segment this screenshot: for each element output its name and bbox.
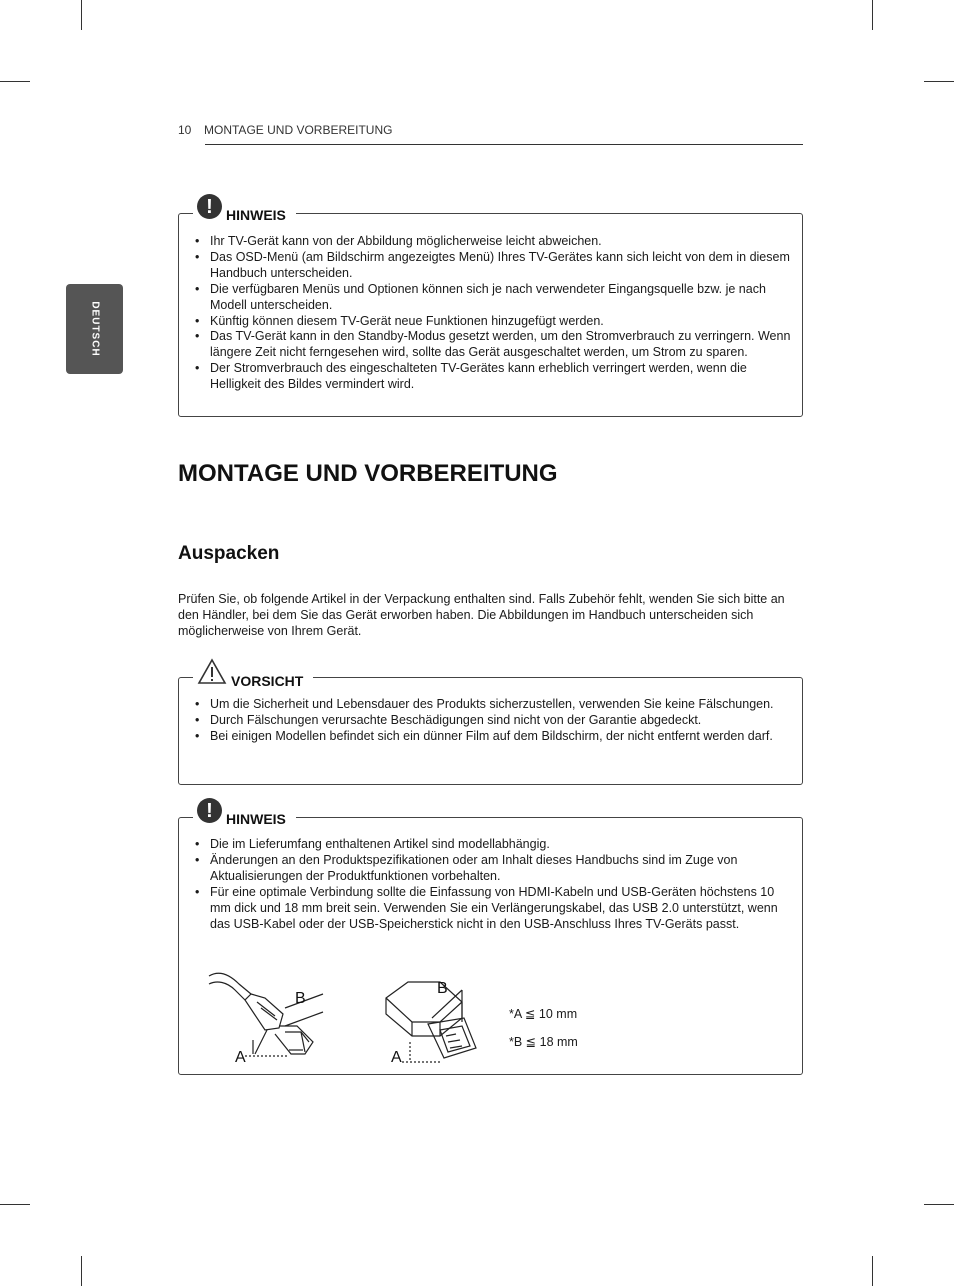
spec-dimension-a: *A ≦ 10 mm (509, 1007, 578, 1021)
section-title: Auspacken (178, 543, 280, 564)
caution-box-label (193, 658, 313, 689)
page-title: MONTAGE UND VORBEREITUNG (178, 460, 558, 487)
crop-mark (0, 81, 30, 82)
warning-triangle-icon (197, 658, 227, 685)
list-item: • Ihr TV-Gerät kann von der Abbildung möglicherweise leicht abweichen. (179, 234, 802, 250)
note-box-2-label (193, 798, 296, 827)
spec-dimension-b: *B ≦ 18 mm (509, 1035, 578, 1049)
crop-mark (0, 1204, 30, 1205)
usb-dimension-a-label: A (391, 1049, 402, 1066)
usb-dimension-b-label: B (437, 980, 448, 997)
crop-mark (872, 1256, 873, 1286)
list-item: • Durch Fälschungen verursachte Beschädigungen sind nicht von der Garantie abgedeckt. (179, 713, 802, 729)
header-rule (205, 144, 803, 145)
note-box-1 (178, 195, 803, 417)
list-item: • Der Stromverbrauch des eingeschalteten TV-Gerätes kann erheblich verringert werden, wenn die Helligkeit des Bildes vermindert wird. (179, 361, 802, 393)
language-tab (66, 284, 123, 374)
list-item: • Die verfügbaren Menüs und Optionen können sich je nach verwendeter Eingangsquelle bzw. je nach Modell unterscheiden. (179, 282, 802, 314)
exclamation-icon: ! (197, 798, 222, 823)
running-header (178, 123, 803, 137)
caution-box (178, 673, 803, 785)
note-box-2 (178, 799, 803, 1075)
note-box-2-list (179, 837, 802, 932)
crop-mark (81, 1256, 82, 1286)
list-item: • Für eine optimale Verbindung sollte die Einfassung von HDMI-Kabeln und USB-Geräten höchstens 10 mm dick und 18 mm breit sein. Verwenden Sie ein Verlängerungskabel, das USB 2.0 unterstützt, wenn das USB-Kabel oder der USB-Speicherstick nicht in den USB-Anschluss Ihres TV-Geräts passt. (179, 885, 802, 933)
list-item: • Künftig können diesem TV-Gerät neue Funktionen hinzugefügt werden. (179, 314, 802, 330)
intro-paragraph: Prüfen Sie, ob folgende Artikel in der Verpackung enthalten sind. Falls Zubehör fehlt, wenden Sie sich bitte an den Händler, bei dem Sie das Gerät erworben haben. Die Abbildungen im Handbuch unterscheiden sich möglicherweise von Ihrem Gerät. (178, 592, 785, 638)
crop-mark (872, 0, 873, 30)
page-number: 10 (178, 123, 192, 137)
list-item: • Bei einigen Modellen befindet sich ein dünner Film auf dem Bildschirm, der nicht entfernt werden darf. (179, 729, 802, 745)
list-item: • Das OSD-Menü (am Bildschirm angezeigtes Menü) Ihres TV-Gerätes kann sich leicht von dem in diesem Handbuch unterscheiden. (179, 250, 802, 282)
running-header-section: MONTAGE UND VORBEREITUNG (204, 123, 393, 137)
list-item: • Änderungen an den Produktspezifikationen oder am Inhalt dieses Handbuchs sind im Zuge von Aktualisierungen der Produktfunktionen vorbehalten. (179, 853, 802, 885)
hdmi-plug-illustration (205, 968, 345, 1068)
caution-box-title: VORSICHT (231, 673, 304, 689)
list-item: • Das TV-Gerät kann in den Standby-Modus gesetzt werden, um den Stromverbrauch zu verringern. Wenn längere Zeit nicht ferngesehen wird, sollte das Gerät ausgeschaltet werden, um Strom zu sparen. (179, 329, 802, 361)
note-box-1-title: HINWEIS (226, 207, 286, 223)
list-item: • Um die Sicherheit und Lebensdauer des Produkts sicherzustellen, verwenden Sie keine Fälschungen. (179, 697, 802, 713)
note-box-2-title: HINWEIS (226, 811, 286, 827)
hdmi-dimension-b-label: B (295, 990, 306, 1007)
list-item: • Die im Lieferumfang enthaltenen Artikel sind modellabhängig. (179, 837, 802, 853)
note-box-1-label (193, 194, 296, 223)
crop-mark (81, 0, 82, 30)
language-tab-label: DEUTSCH (89, 301, 100, 357)
hdmi-dimension-a-label: A (235, 1049, 246, 1066)
exclamation-icon: ! (197, 194, 222, 219)
note-box-1-list (179, 234, 802, 393)
caution-box-list (179, 697, 802, 745)
crop-mark (924, 1204, 954, 1205)
crop-mark (924, 81, 954, 82)
